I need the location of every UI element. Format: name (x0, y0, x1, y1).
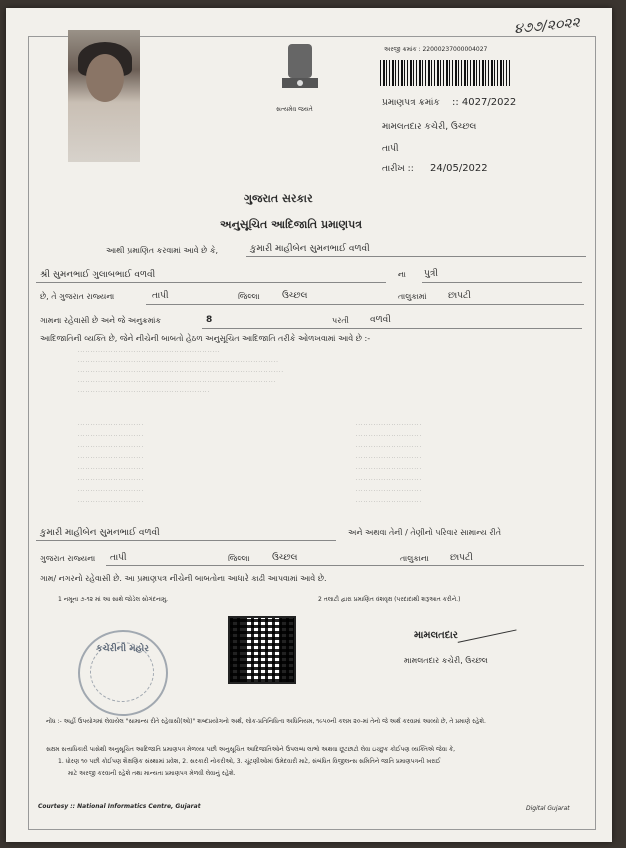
village-2: છાપટી (450, 553, 473, 563)
digital-gujarat-text: Digital Gujarat (526, 805, 570, 812)
note-2: 2 તલાટી દ્વારા પ્રમાણિત વંશવૃક્ષ (પરદાદાથી શરૂઆત કરીને.) (318, 596, 461, 603)
signer-title: મામલતદાર (414, 630, 458, 641)
tribe: વળવી (370, 315, 391, 325)
stamp-text: કચેરીની મહોર (96, 644, 149, 654)
taluka: ઉચ્છલ (282, 291, 308, 301)
family-text: અને અથવા તેની / તેણીનો પરિવાર સામાન્ય રીતે (348, 528, 502, 537)
taluka-2-label: તાલુકાના (400, 554, 429, 563)
district: તાપી (152, 291, 169, 301)
doc-title: અનુસૂચિત આદિજાતિ પ્રમાણપત્ર (220, 218, 363, 231)
handwritten-reference: ૪૭૭/૨૦૨૨ (513, 14, 581, 38)
note-1: 1 નમૂના ૭-૧૨ માં આ સાથે જોડેલ સોગંદનામુ. (58, 596, 169, 603)
qr-code-icon (228, 616, 296, 684)
state-label: છે, તે ગુજરાત રાજ્યના (40, 292, 115, 301)
footnote-1: નોંધ :- અહીં ઉપયોગમાં લેવાયેલ "સામાન્ય રીતે રહેવાસી(ઓ)" શબ્દપ્રયોગનો અર્થ, લોક-પ્રતિનિધિત્વ અધિનિયમ, ૧૯૫૦ની કલમ ૨૦-માં તેનો જે અર્થ કરવામાં આવ્યો છે, તે પ્રમાણે રહેશે. (46, 718, 486, 725)
date-value: 24/05/2022 (430, 163, 488, 174)
applicant-name: કુમારી માહીબેન સુમનભાઈ વળવી (250, 244, 370, 254)
district-label: જિલ્લા (238, 292, 260, 301)
barcode (380, 60, 510, 86)
state-2: ગુજરાત રાજ્યના (40, 554, 96, 563)
footnote-3: 1. ધોરણ ૧૦ પછી કોઈપણ શૈક્ષણિક સંસ્થામાં પ્રવેશ, 2. સરકારી નોકરીઓ, 3. ચૂંટણીઓમાં ઉમેદવારી માટે, સંબંધિત વિજીલન્સ સમિતિને જાતિ પ્રમાણપત્રની ખરાઈ (58, 758, 441, 765)
office-stamp (78, 630, 168, 716)
district-2: તાપી (110, 553, 127, 563)
parti-label: પરતી (332, 316, 349, 325)
serial-number: 8 (206, 315, 213, 325)
emblem-caption: સત્યમેવ જયતે (276, 106, 313, 113)
taluka-2: ઉચ્છલ (272, 553, 298, 563)
state-emblem-icon (276, 38, 324, 110)
date-label: તારીખ :: (382, 164, 414, 174)
office-line1: મામલતદાર કચેરી, ઉચ્છલ (382, 122, 477, 132)
certificate-sheet: ૪૭૭/૨૦૨૨ સત્યમેવ જયતે અરજી ક્રમાંક : 22000237000004027 પ્રમાણપત્ર ક્રમાંક :: 4027/2022 મામલતદાર કચેરી, ઉચ્છલ તાપી તારીખ :: 24/05/2022 ગુજરાત સરકાર અનુસૂચિત આદિજાતિ પ્રમાણપત્ર આથી પ્રમાણિત કરવામાં આવે છે કે, કુમારી માહીબેન સુમનભાઈ વળવી શ્રી સુમનભાઈ ગુલાબભાઈ વળવી ના પુત્રી છે, તે ગુજરાત રાજ્યના તાપી જિલ્લા ઉચ્છલ તાલુકામાં છાપટી ગામના રહેવાસી છે અને જે અનુક્રમાંક 8 પરતી વળવી આદિજાતિની વ્યક્તિ છે, જેને નીચેની બાબતો હેઠળ અનુસૂચિત આદિજાતિ તરીકે ઓળખવામાં આવે છે :- . . . . . . . . . . . . . . . . . . . . . . . . . . . . . . . . . . . . . . . . . . . . . . . . . . . . . . . . . . . . . . . . . . . . . . . . . . . . . . . . . . . . . . . . . . . . . . . . . . . . . . . . . . . . . . . . . . . . . . . . . . . . . . . . . . . . . . . . . . . . . . . . . . . . . . . . . . . . . . . . . . . . . . . . . . . . . . . . . . . . . . . . . . . . . . . . . . . . . . . . . . . . . . . . . . . . . . . . . . . . . . . . . . . . . . . . . . . . . . . . . . . . . . . . . . . . . . . . . . . . . . . . . . . . . . . . . . . . . . . . . . . . . . . . . . . . . . . . . . . . . . . . . . . . . . . . . . . . . . . . . . . . . . . . . . . . . . . . . . . . . . . . . . . . . . . . . . . . . . . . . . . . . . . . . . . . . . . . . . . . . . . . . . . . . . . . . . . . . . . . . . . . . . . . . . . . . . . . . . . . . . . . . . . . . . . . . . . . . . . . . . . . . . . . . . . . . . . . . . . . . . . . . . . . . . . . . . . . . . . . . . . . . . . . . . . . . . . . . . . . . . . . . . . . . . . . . . . . . . . . . . . . . . . . . . . . . . . . . . . . . . . . . . . . . . . . . . . . . . . . . . . . . . . . . . . . . . . . . . . . . . . . . . . . . . . . . . . . . . . . . . . . . . . . . . . . . . . . . . . . . . . . . . . . . . . . . . . . . . . . . . . . . . . . . . . . . . . . . . . . . . . . . . . . . . . . . . . . . . . . . . . . . . . . . . . . . . . . . . . . . . . . . . . . . . . . . . . . . . . . . . . . . . . . . . . . . . . . . . . . . . . . . . . . . . . . . . . . . . . . . . કુમારી માહીબેન સુમનભાઈ વળવી અને અથવા તેની / તેણીનો પરિવાર સામાન્ય રીતે ગુજરાત રાજ્યના તાપી જિલ્લા ઉચ્છલ તાલુકાના છાપટી ગામ/ નગરનો રહેવાસી છે. આ પ્રમાણપત્ર નીચેની બાબતોના આધારે કાઢી આપવામાં આવે છે. 1 નમૂના ૭-૧૨ માં આ સાથે જોડેલ સોગંદનામુ. 2 તલાટી દ્વારા પ્રમાણિત વંશવૃક્ષ (પરદાદાથી શરૂઆત કરીને.) કચેરીની મહોર મામલતદાર મામલતદાર કચેરી, ઉચ્છલ નોંધ :- અહીં ઉપયોગમાં લેવાયેલ "સામાન્ય રીતે રહેવાસી(ઓ)" શબ્દપ્રયોગનો અર્થ, લોક-પ્રતિનિધિત્વ અધિનિયમ, ૧૯૫૦ની કલમ ૨૦-માં તેનો જે અર્થ કરવામાં આવ્યો છે, તે પ્રમાણે રહેશે. સક્ષમ સત્તાધિકારી પાસેથી અનુસૂચિત આદિજાતિ પ્રમાણપત્ર મેળવ્યા પછી અનુસૂચિત આદિજાતિઓને ઉપલબ્ધ લાભો અથવા છૂટછાટો લેવા ઇચ્છુક કોઈપણ વ્યક્તિએ જેવા કે, 1. ધોરણ ૧૦ પછી કોઈપણ શૈક્ષણિક સંસ્થામાં પ્રવેશ, 2. સરકારી નોકરીઓ, 3. ચૂંટણીઓમાં ઉમેદવારી માટે, સંબંધિત વિજીલન્સ સમિતિને જાતિ પ્રમાણપત્રની ખરાઈ માટે અરજી કરવાની રહેશે તથા માન્યતા પ્રમાણપત્ર મેળવી લેવાનું રહેશે. Courtesy :: National Informatics Centre, Gujarat Digital Gujarat (6, 8, 612, 842)
certificate-no-label: પ્રમાણપત્ર ક્રમાંક (382, 98, 440, 108)
gov-title: ગુજરાત સરકાર (244, 192, 313, 205)
relation-label: ના (398, 270, 406, 279)
applicant-photo (68, 30, 140, 162)
village: છાપટી (448, 291, 471, 301)
tribe-text: આદિજાતિની વ્યક્તિ છે, જેને નીચેની બાબતો હેઠળ અનુસૂચિત આદિજાતિ તરીકે ઓળખવામાં આવે છે :- (40, 334, 371, 343)
gam-label: ગામના રહેવાસી છે અને જે અનુક્રમાંક (40, 316, 162, 325)
father-name: શ્રી સુમનભાઈ ગુલાબભાઈ વળવી (40, 270, 156, 280)
line1-prefix: આથી પ્રમાણિત કરવામાં આવે છે કે, (106, 246, 219, 255)
taluka-label: તાલુકામાં (398, 292, 427, 301)
footnote-2: સક્ષમ સત્તાધિકારી પાસેથી અનુસૂચિત આદિજાતિ પ્રમાણપત્ર મેળવ્યા પછી અનુસૂચિત આદિજાતિઓને ઉપલબ્ધ લાભો અથવા છૂટછાટો લેવા ઇચ્છુક કોઈપણ વ્યક્તિએ જેવા કે, (46, 746, 455, 753)
footnote-4: માટે અરજી કરવાની રહેશે તથા માન્યતા પ્રમાણપત્ર મેળવી લેવાનું રહેશે. (68, 770, 236, 777)
courtesy-text: Courtesy :: National Informatics Centre, Gujarat (38, 803, 201, 810)
applicant-name-2: કુમારી માહીબેન સુમનભાઈ વળવી (40, 528, 160, 538)
application-number: અરજી ક્રમાંક : 22000237000004027 (384, 46, 488, 53)
office-line2: તાપી (382, 144, 399, 154)
district-2-label: જિલ્લા (228, 554, 250, 563)
signer-office: મામલતદાર કચેરી, ઉચ્છલ (404, 656, 488, 665)
residence-text: ગામ/ નગરનો રહેવાસી છે. આ પ્રમાણપત્ર નીચેની બાબતોના આધારે કાઢી આપવામાં આવે છે. (40, 574, 327, 583)
certificate-no: :: 4027/2022 (452, 97, 517, 108)
relation: પુત્રી (424, 269, 438, 279)
